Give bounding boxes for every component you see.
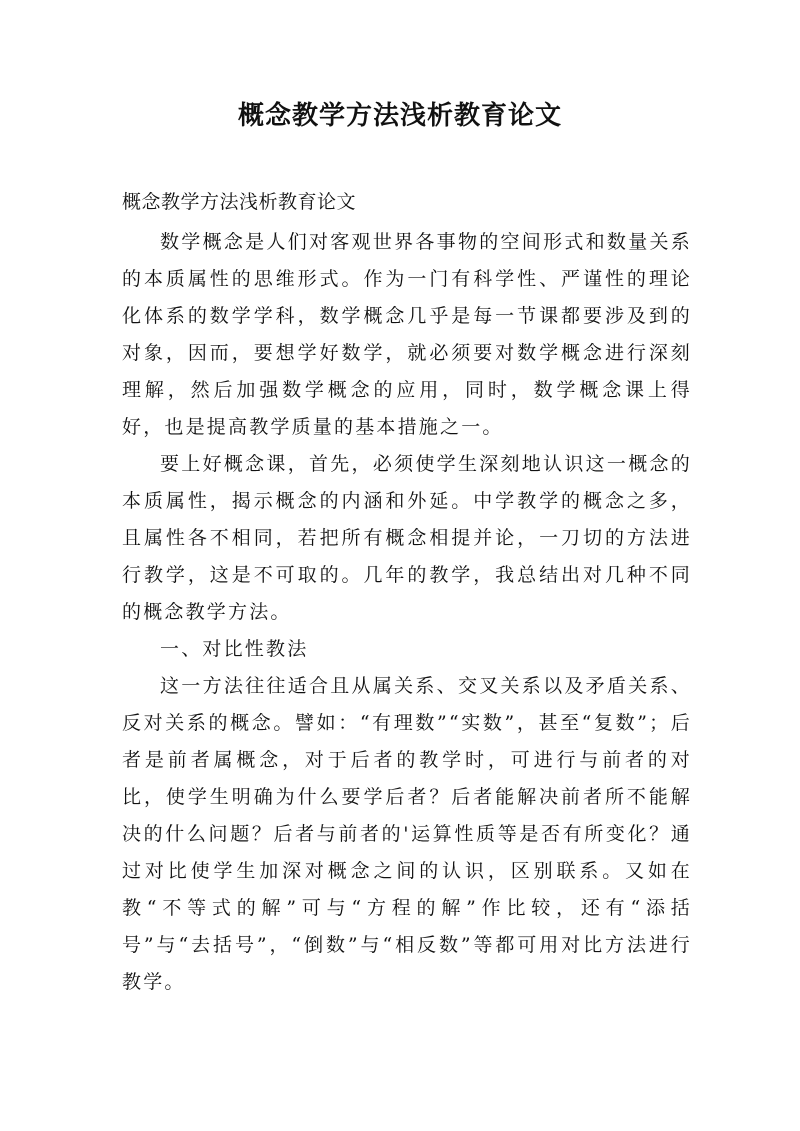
section-heading: 一、对比性教法 [160, 638, 309, 660]
document-subtitle: 概念教学方法浅析教育论文 [122, 191, 357, 213]
document-body [122, 224, 692, 1001]
paragraph: 要上好概念课，首先，必须使学生深刻地认识这一概念的本质属性，揭示概念的内涵和外延。中学教学的概念之多，且属性各不相同，若把所有概念相提并论，一刀切的方法进行教学，这是不可取的。几年的教学，我总结出对几种不同的概念教学方法。 [122, 453, 692, 623]
paragraph: 数学概念是人们对客观世界各事物的空间形式和数量关系的本质属性的思维形式。作为一门有科学性、严谨性的理论化体系的数学学科，数学概念几乎是每一节课都要涉及到的对象，因而，要想学好数学，就必须要对数学概念进行深刻理解，然后加强数学概念的应用，同时，数学概念课上得好，也是提高教学质量的基本措施之一。 [122, 231, 692, 438]
document-title: 概念教学方法浅析教育论文 [237, 101, 562, 131]
paragraph: 这一方法往往适合且从属关系、交叉关系以及矛盾关系、反对关系的概念。譬如：“有理数”“实数”，甚至“复数”；后者是前者属概念，对于后者的教学时，可进行与前者的对比，使学生明确为什么要学后者？后者能解决前者所不能解决的什么问题？后者与前者的'运算性质等是否有所变化？通过对比使学生加深对概念之间的认识，区别联系。又如在教“不等式的解”可与“方程的解”作比较，还有“添括号”与“去括号”，“倒数”与“相反数”等都可用对比方法进行教学。 [122, 675, 692, 993]
